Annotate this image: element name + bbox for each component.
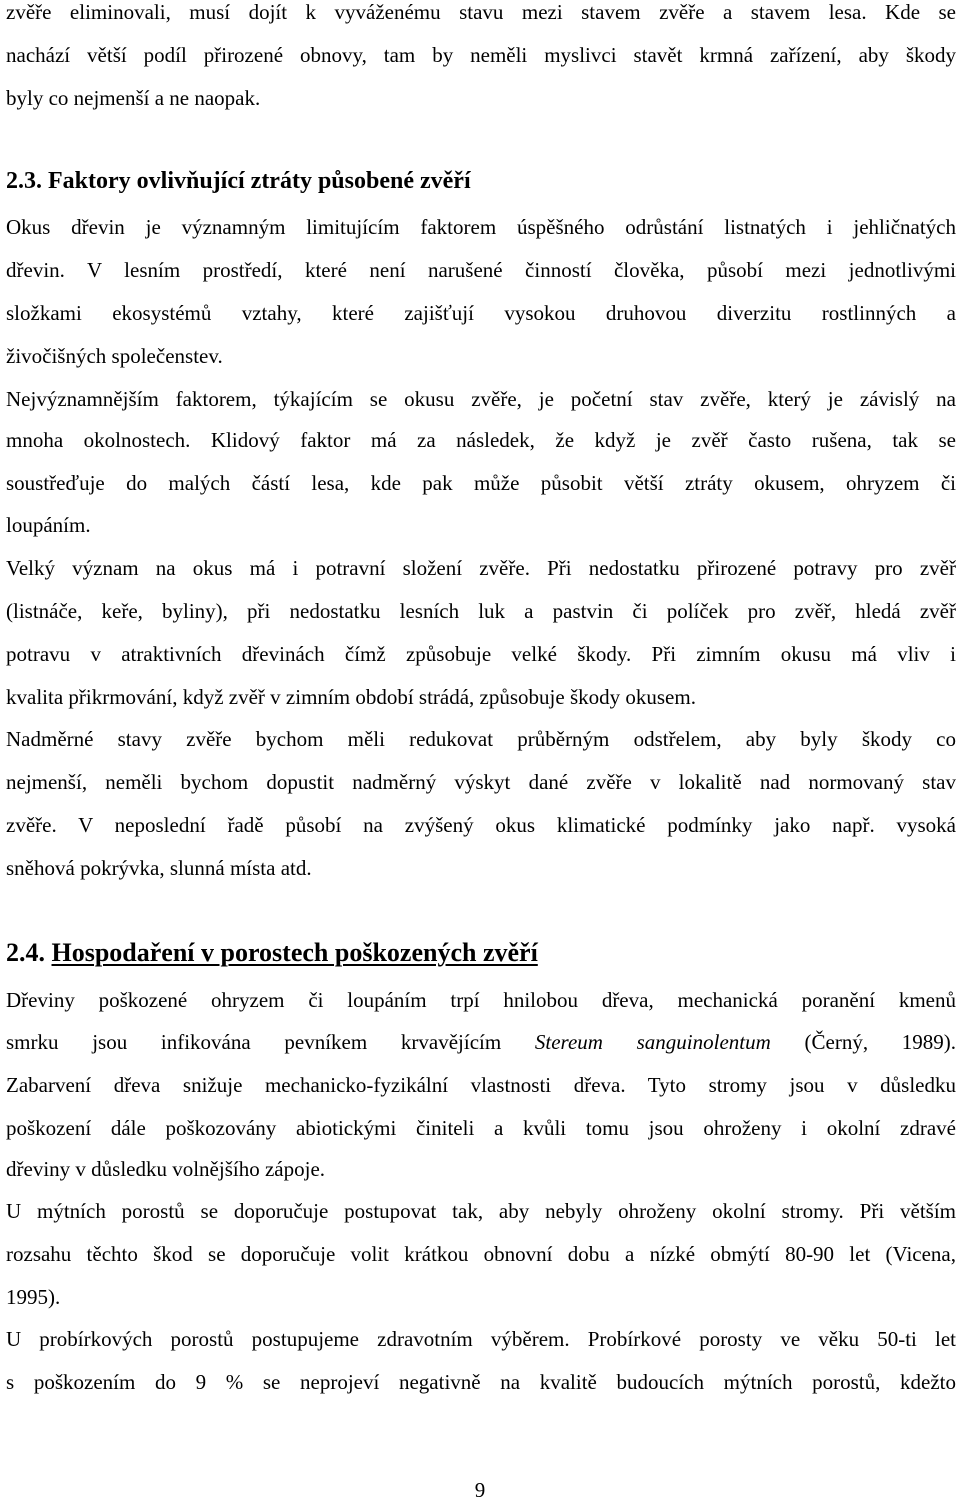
text-line: nachází větší podíl přirozené obnovy, tam by neměli myslivci stavět krmná zařízení, aby škody	[6, 43, 956, 67]
text-line: Dřeviny poškozené ohryzem či loupáním trpí hnilobou dřeva, mechanická poranění kmenů	[6, 988, 956, 1012]
text-line: kvalita přikrmování, když zvěř v zimním období strádá, způsobuje škody okusem.	[6, 685, 696, 709]
text-line: Okus dřevin je významným limitujícím faktorem úspěšného odrůstání listnatých i jehličnatých	[6, 215, 956, 239]
text-line: mnoha okolnostech. Klidový faktor má za následek, že když je zvěř často rušena, tak se	[6, 428, 956, 452]
text-run: (Černý, 1989).	[770, 1030, 957, 1054]
section-number: 2.4.	[6, 938, 45, 967]
page-number: 9	[474, 1478, 486, 1502]
text-line: soustřeďuje do malých částí lesa, kde pak může působit větší ztráty okusem, ohryzem či	[6, 471, 956, 495]
text-line: zvěře. V neposlední řadě působí na zvýšený okus klimatické podmínky jako např. vysoká	[6, 813, 956, 837]
section-title: Faktory ovlivňující ztráty působené zvěří	[48, 168, 471, 194]
text-line: zvěře eliminovali, musí dojít k vyváženému stavu mezi stavem zvěře a stavem lesa. Kde se	[6, 0, 956, 24]
text-line: složkami ekosystémů vztahy, které zajišťují vysokou druhovou diverzitu rostlinných a	[6, 301, 956, 325]
text-line: 1995).	[6, 1285, 61, 1309]
text-line: U mýtních porostů se doporučuje postupovat tak, aby nebyly ohroženy okolní stromy. Při větším	[6, 1199, 956, 1223]
section-number: 2.3.	[6, 168, 42, 194]
text-line: potravu v atraktivních dřevinách čímž způsobuje velké škody. Při zimním okusu má vliv i	[6, 642, 956, 666]
text-line: U probírkových porostů postupujeme zdravotním výběrem. Probírkové porosty ve věku 50-ti let	[6, 1327, 956, 1351]
text-line: Nejvýznamnějším faktorem, týkajícím se okusu zvěře, je početní stav zvěře, který je závislý na	[6, 387, 956, 411]
text-line: dřeviny v důsledku volnějšího zápoje.	[6, 1157, 326, 1181]
text-line: dřevin. V lesním prostředí, které není narušené činností člověka, působí mezi jednotlivými	[6, 258, 956, 282]
text-line: sněhová pokrývka, slunná místa atd.	[6, 856, 312, 880]
text-line: (listnáče, keře, byliny), při nedostatku lesních luk a pastvin či políček pro zvěř, hledá zvěř	[6, 599, 956, 623]
text-line-with-italic	[6, 1030, 956, 1054]
text-line: Velký význam na okus má i potravní složení zvěře. Při nedostatku přirozené potravy pro zvěř	[6, 556, 956, 580]
text-run: smrku jsou infikována pevníkem krvavějícím	[6, 1030, 535, 1054]
section-heading-2-3	[6, 168, 471, 195]
text-line: byly co nejmenší a ne naopak.	[6, 86, 261, 110]
text-line: nejmenší, neměli bychom dopustit nadměrný výskyt dané zvěře v lokalitě nad normovaný stav	[6, 770, 956, 794]
text-line: Zabarvení dřeva snižuje mechanicko-fyzikální vlastnosti dřeva. Tyto stromy jsou v důsledku	[6, 1073, 956, 1097]
text-line: živočišných společenstev.	[6, 344, 223, 368]
text-line: rozsahu těchto škod se doporučuje volit krátkou obnovní dobu a nízké obmýtí 80-90 let (Vicena,	[6, 1242, 956, 1266]
text-line: loupáním.	[6, 513, 91, 537]
text-line: poškození dále poškozovány abiotickými činiteli a kvůli tomu jsou ohroženy i okolní zdravé	[6, 1116, 956, 1140]
section-heading-2-4	[6, 938, 538, 968]
text-line: Nadměrné stavy zvěře bychom měli redukovat průběrným odstřelem, aby byly škody co	[6, 727, 956, 751]
text-line: s poškozením do 9 % se neprojeví negativně na kvalitě budoucích mýtních porostů, kdežto	[6, 1370, 956, 1394]
section-title: Hospodaření v porostech poškozených zvěří	[51, 938, 538, 967]
species-name: Stereum sanguinolentum	[534, 1030, 771, 1054]
